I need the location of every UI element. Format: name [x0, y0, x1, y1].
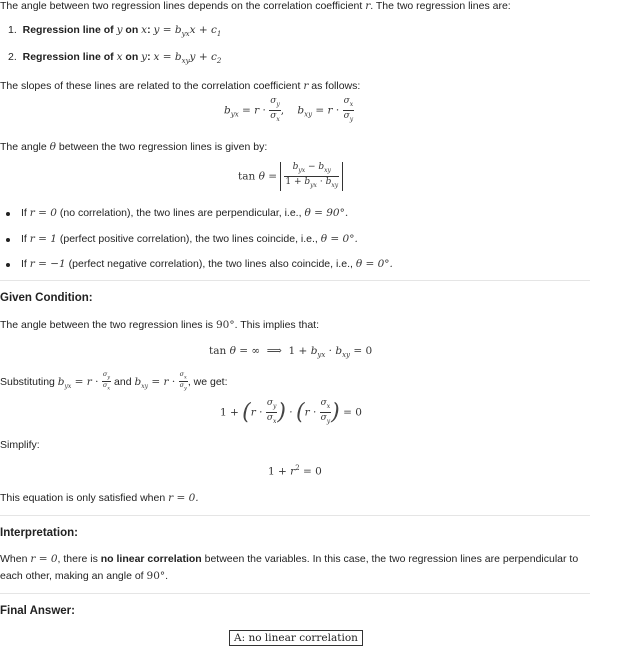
bullet-pre: If	[21, 233, 27, 245]
on-word: on	[125, 51, 139, 63]
given-formula: tan θ = ∞ ⟹ $1 + b_{yx} \cdot b_{xy} = 0$	[209, 345, 373, 360]
list-label: Regression line of	[22, 24, 114, 36]
list-label: Regression line of	[22, 51, 114, 63]
list-item: 2. Regression line of x on y: $x = b_{xy}y + c_2$	[8, 51, 222, 66]
interp-a: When	[0, 553, 28, 565]
given-text: The angle between the two regression lines is	[0, 319, 214, 331]
sub-text-a: Substituting	[0, 375, 55, 388]
equation-1: $y = b_{yx}x + c_1$	[153, 24, 222, 39]
bullet-pre: If	[21, 258, 27, 270]
bullet-cond: r = 0	[29, 207, 57, 219]
bullet-result: θ = 0°.	[355, 258, 393, 270]
bullet-dot	[6, 238, 10, 242]
on-word: on	[125, 24, 139, 36]
bullet-dot	[6, 212, 10, 216]
bullet-pre: If	[21, 207, 27, 219]
given-heading: Given Condition:	[0, 292, 93, 304]
tan-formula: tan θ = $\frac{b_{yx} - b_{xy}}{1 + b_{yx} \cdot b_{xy}}$	[238, 162, 343, 191]
final-answer: A: no linear correlation	[229, 630, 363, 646]
divider	[0, 515, 590, 516]
interp-value: r = 0	[30, 553, 58, 565]
list-item: 1. Regression line of y on x: $y = b_{yx}x + c_1$	[8, 24, 222, 39]
bullet-post: (no correlation), the two lines are perpendicular, i.e.,	[59, 207, 302, 219]
bullet-item	[21, 258, 393, 270]
substitution-paragraph: Substituting $b_{yx} = r$ · $\frac{\sigma_y}{\sigma_x}$ and $b_{xy} = r$ · $\frac{\sigma_x}{\sigma_y}$ , we get:	[0, 370, 228, 392]
bullet-result: θ = 0°.	[320, 233, 358, 245]
only-value: r = 0.	[168, 492, 199, 504]
interp-angle: 90°	[146, 570, 166, 582]
angle-text: The angle	[0, 141, 47, 153]
bullet-result: θ = 90°.	[304, 207, 349, 219]
simplified-formula: $1 + r^2 = 0$	[268, 464, 322, 478]
list-number: 1.	[8, 24, 17, 36]
given-text-end: . This implies that:	[234, 319, 320, 331]
interp-b: , there is	[57, 553, 98, 565]
angle-text-end: between the two regression lines is given by:	[58, 141, 268, 153]
intro-text: The angle between two regression lines depends on the correlation coefficient	[0, 0, 363, 12]
intro-paragraph: The angle between two regression lines depends on the correlation coefficient r. The two regression lines are:	[0, 0, 511, 12]
final-heading: Final Answer:	[0, 605, 75, 617]
simplify-label: Simplify:	[0, 439, 40, 451]
bullet-item	[21, 207, 348, 219]
sub-text-b: and	[114, 375, 132, 388]
given-value: 90°	[215, 319, 235, 331]
bullet-cond: r = 1	[29, 233, 57, 245]
slopes-paragraph: The slopes of these lines are related to the correlation coefficient r as follows:	[0, 80, 361, 92]
angle-paragraph: The angle θ between the two regression lines is given by:	[0, 141, 268, 153]
interpretation-heading: Interpretation:	[0, 527, 78, 539]
given-paragraph	[0, 319, 319, 331]
bullet-dot	[6, 263, 10, 267]
equation-2: $x = b_{xy}y + c_2$	[153, 51, 222, 66]
slopes-text-end: as follows:	[311, 80, 361, 92]
divider	[0, 593, 590, 594]
slopes-formula: $b_{yx} = r$ · $\frac{\sigma_y}{\sigma_x}$ , $b_{xy} = r$ · $\frac{\sigma_x}{\sigma_y}$	[224, 96, 354, 123]
final-answer-box	[229, 632, 363, 644]
only-paragraph	[0, 492, 199, 504]
interpretation-paragraph: When r = 0, there is no linear correlation between the variables. In this case, the two regression lines are perpendicular to each other, making an angle of 90°.	[0, 553, 579, 582]
bullet-post: (perfect negative correlation), the two lines also coincide, i.e.,	[68, 258, 353, 270]
var-r: r	[365, 0, 371, 12]
bullet-cond: r = −1	[29, 258, 66, 270]
interp-c: between the variables. In this case, the two regression lines are perpendicular to each other, making an angle of	[0, 553, 579, 582]
slopes-text: The slopes of these lines are related to the correlation coefficient	[0, 80, 301, 92]
list-number: 2.	[8, 51, 17, 63]
interp-bold: no linear correlation	[100, 553, 202, 565]
divider	[0, 280, 590, 281]
substituted-formula: 1 + (r · $\frac{\sigma_y}{\sigma_x}$ ) · (r · $\frac{\sigma_x}{\sigma_y}$ ) = 0	[220, 398, 362, 425]
only-text: This equation is only satisfied when	[0, 492, 166, 504]
bullet-item	[21, 233, 358, 245]
sub-text-c: , we get:	[187, 375, 228, 388]
bullet-post: (perfect positive correlation), the two lines coincide, i.e.,	[59, 233, 318, 245]
